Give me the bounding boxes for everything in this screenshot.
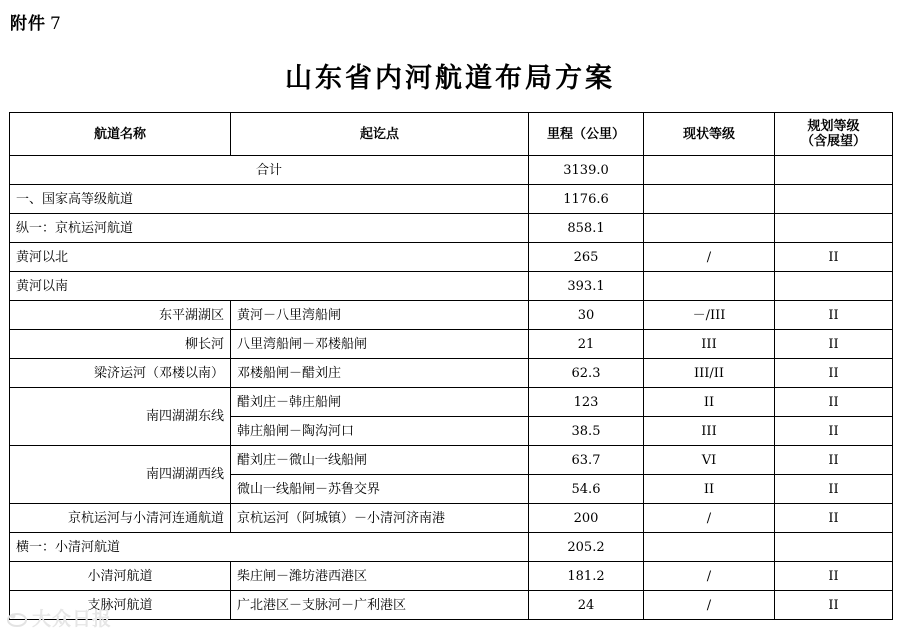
row-planned: II	[775, 243, 893, 272]
row-mileage: 30	[529, 301, 644, 330]
row-current	[644, 272, 775, 301]
row-mileage: 200	[529, 504, 644, 533]
row-current	[644, 185, 775, 214]
table-row	[10, 446, 893, 475]
table-row	[10, 214, 893, 243]
header-route: 起讫点	[231, 113, 529, 156]
table-row	[10, 185, 893, 214]
table-row	[10, 533, 893, 562]
row-mileage: 393.1	[529, 272, 644, 301]
watermark-text: 大众日报	[32, 608, 113, 630]
row-route: 邓楼船闸－醋刘庄	[231, 359, 529, 388]
logo-icon	[6, 610, 28, 628]
row-route: 广北港区－支脉河－广利港区	[231, 591, 529, 620]
row-route: 黄河－八里湾船闸	[231, 301, 529, 330]
row-planned: II	[775, 446, 893, 475]
row-route: 醋刘庄－微山一线船闸	[231, 446, 529, 475]
document-title: 山东省内河航道布局方案	[285, 63, 615, 94]
row-name: 东平湖湖区	[10, 301, 231, 330]
row-current	[644, 156, 775, 185]
row-name: 柳长河	[10, 330, 231, 359]
row-route: 韩庄船闸－陶沟河口	[231, 417, 529, 446]
row-planned: II	[775, 388, 893, 417]
row-name: 黄河以南	[10, 272, 529, 301]
row-name: 横一：小清河航道	[10, 533, 529, 562]
row-current: III/II	[644, 359, 775, 388]
header-mileage: 里程（公里）	[529, 113, 644, 156]
row-current: II	[644, 388, 775, 417]
row-mileage: 858.1	[529, 214, 644, 243]
row-name: 黄河以北	[10, 243, 529, 272]
table-row	[10, 388, 893, 417]
row-mileage: 24	[529, 591, 644, 620]
row-current: VI	[644, 446, 775, 475]
row-planned: II	[775, 301, 893, 330]
row-name: 南四湖湖东线	[10, 388, 231, 446]
row-current: －/III	[644, 301, 775, 330]
table-header-row	[10, 113, 893, 156]
table-row	[10, 156, 893, 185]
row-planned: II	[775, 475, 893, 504]
row-mileage: 54.6	[529, 475, 644, 504]
row-route: 微山一线船闸－苏鲁交界	[231, 475, 529, 504]
row-name: 纵一：京杭运河航道	[10, 214, 529, 243]
row-current: /	[644, 504, 775, 533]
row-planned	[775, 185, 893, 214]
table-row	[10, 243, 893, 272]
row-name: 京杭运河与小清河连通航道	[10, 504, 231, 533]
row-name: 支脉河航道	[10, 591, 231, 620]
row-current: II	[644, 475, 775, 504]
attachment-number: 7	[50, 14, 62, 34]
row-planned: II	[775, 417, 893, 446]
watermark	[6, 604, 112, 631]
row-mileage: 1176.6	[529, 185, 644, 214]
row-current: III	[644, 417, 775, 446]
row-planned: II	[775, 330, 893, 359]
row-planned: II	[775, 504, 893, 533]
row-planned	[775, 214, 893, 243]
row-planned: II	[775, 562, 893, 591]
row-mileage: 123	[529, 388, 644, 417]
row-planned: II	[775, 359, 893, 388]
row-mileage: 265	[529, 243, 644, 272]
header-name: 航道名称	[10, 113, 231, 156]
row-current: III	[644, 330, 775, 359]
row-name: 合计	[10, 156, 529, 185]
attachment-text: 附件	[10, 14, 46, 34]
waterway-table	[9, 112, 893, 620]
row-name: 小清河航道	[10, 562, 231, 591]
table-row	[10, 359, 893, 388]
row-route: 柴庄闸－潍坊港西港区	[231, 562, 529, 591]
row-planned	[775, 272, 893, 301]
attachment-label	[10, 9, 62, 34]
row-planned	[775, 156, 893, 185]
header-planned-grade: 规划等级 （含展望）	[775, 113, 893, 156]
table-row	[10, 591, 893, 620]
row-name: 一、国家高等级航道	[10, 185, 529, 214]
table-row	[10, 562, 893, 591]
row-mileage: 21	[529, 330, 644, 359]
row-name: 南四湖湖西线	[10, 446, 231, 504]
row-current: /	[644, 591, 775, 620]
row-planned	[775, 533, 893, 562]
row-name: 梁济运河（邓楼以南）	[10, 359, 231, 388]
row-route: 醋刘庄－韩庄船闸	[231, 388, 529, 417]
row-current	[644, 533, 775, 562]
row-current	[644, 214, 775, 243]
row-mileage: 205.2	[529, 533, 644, 562]
row-mileage: 38.5	[529, 417, 644, 446]
row-planned: II	[775, 591, 893, 620]
table-row	[10, 330, 893, 359]
row-mileage: 62.3	[529, 359, 644, 388]
row-route: 八里湾船闸－邓楼船闸	[231, 330, 529, 359]
row-mileage: 181.2	[529, 562, 644, 591]
row-current: /	[644, 243, 775, 272]
table-row	[10, 301, 893, 330]
table-row	[10, 504, 893, 533]
row-mileage: 63.7	[529, 446, 644, 475]
row-current: /	[644, 562, 775, 591]
header-current-grade: 现状等级	[644, 113, 775, 156]
table-row	[10, 272, 893, 301]
row-mileage: 3139.0	[529, 156, 644, 185]
row-route: 京杭运河（阿城镇）－小清河济南港	[231, 504, 529, 533]
